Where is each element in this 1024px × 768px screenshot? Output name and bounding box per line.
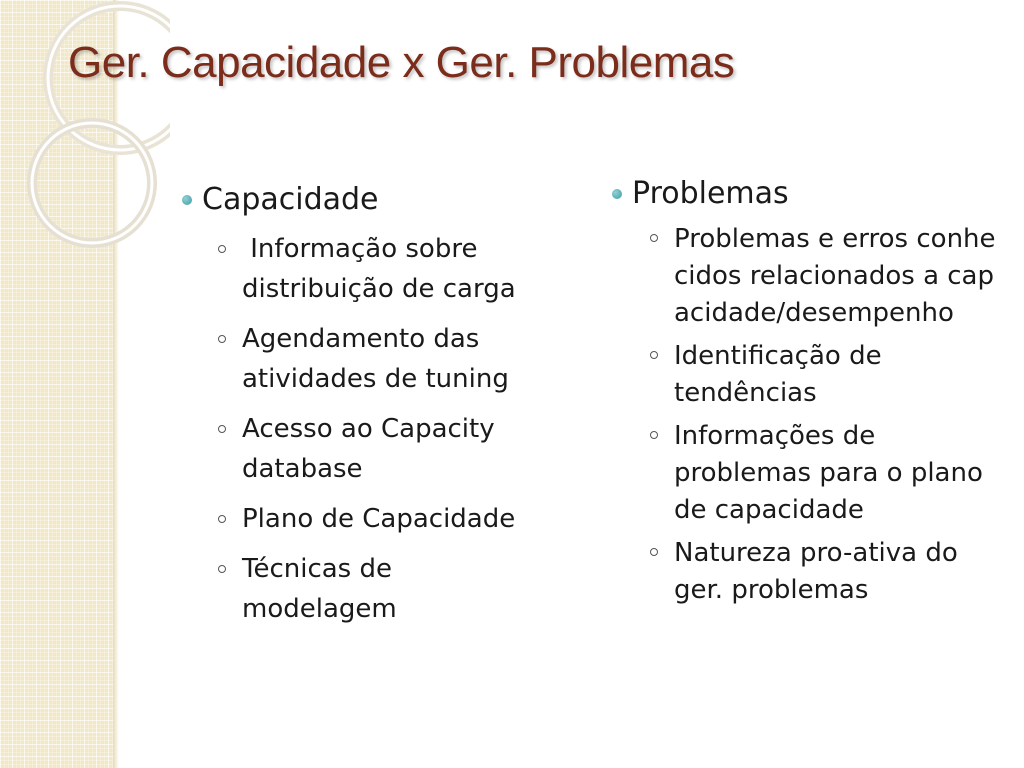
problems-list bbox=[612, 221, 997, 609]
list-item-label: Problemas e erros conhecidos relacionados a capacidade/desempenho bbox=[674, 224, 996, 328]
slide-title: Ger. Capacidade x Ger. Problemas bbox=[68, 38, 735, 87]
ring-bullet-icon bbox=[650, 548, 658, 556]
list-item-label: Natureza pro-ativa do ger. problemas bbox=[674, 538, 958, 605]
list-item bbox=[182, 229, 552, 309]
bullet-icon bbox=[612, 189, 622, 199]
list-item-label: Técnicas de modelagem bbox=[242, 554, 397, 624]
capacity-heading-label: Capacidade bbox=[202, 182, 379, 217]
list-item-label: Plano de Capacidade bbox=[242, 504, 516, 534]
capacity-column bbox=[182, 182, 552, 639]
ring-bullet-icon bbox=[218, 515, 226, 523]
list-item bbox=[182, 409, 552, 489]
list-item-label: Informação sobre distribuição de carga bbox=[242, 234, 516, 304]
list-item-label: Agendamento das atividades de tuning bbox=[242, 324, 509, 394]
ring-bullet-icon bbox=[218, 245, 226, 253]
bullet-icon bbox=[182, 195, 192, 205]
list-item-label: Identificação de tendências bbox=[674, 341, 882, 408]
list-item bbox=[612, 221, 997, 332]
ring-bullet-icon bbox=[650, 431, 658, 439]
list-item bbox=[612, 418, 997, 529]
problems-column bbox=[612, 176, 997, 615]
ring-bullet-icon bbox=[218, 565, 226, 573]
ring-bullet-icon bbox=[218, 425, 226, 433]
ring-bullet-icon bbox=[650, 234, 658, 242]
ring-bullet-icon bbox=[218, 335, 226, 343]
problems-heading-label: Problemas bbox=[632, 176, 789, 211]
list-item bbox=[612, 535, 997, 609]
list-item bbox=[612, 338, 997, 412]
list-item-label: Acesso ao Capacity database bbox=[242, 414, 495, 484]
list-item bbox=[182, 319, 552, 399]
problems-heading bbox=[612, 176, 997, 211]
ring-bullet-icon bbox=[650, 351, 658, 359]
capacity-heading bbox=[182, 182, 552, 217]
list-item bbox=[182, 499, 552, 539]
capacity-list bbox=[182, 229, 552, 629]
list-item-label: Informações de problemas para o plano de capacidade bbox=[674, 421, 983, 525]
list-item bbox=[182, 549, 552, 629]
